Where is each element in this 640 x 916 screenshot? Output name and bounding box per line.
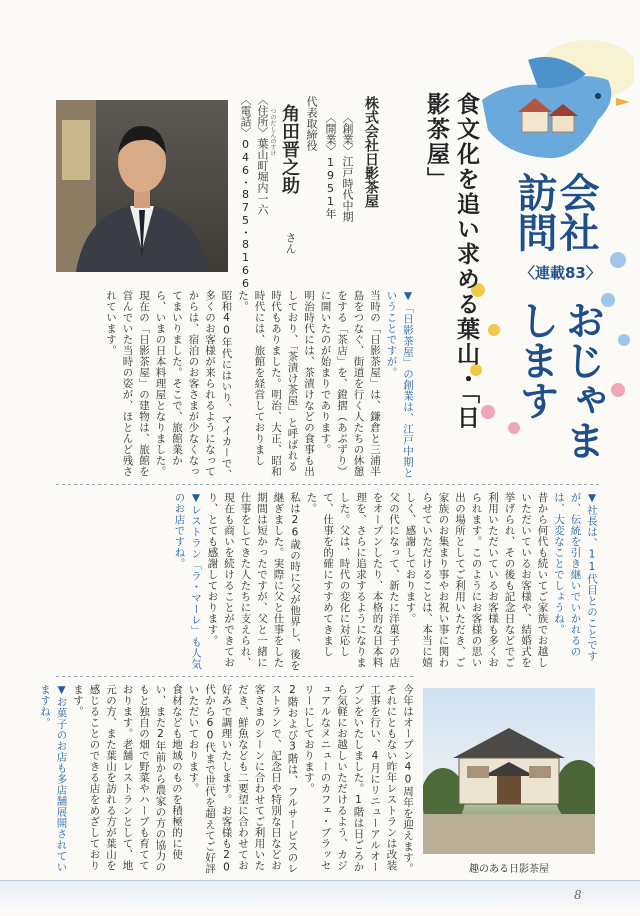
- house-1: [522, 110, 548, 132]
- series-number: 〈連載83〉: [520, 264, 601, 282]
- page-number: 8: [574, 888, 582, 902]
- building-photo: [423, 688, 595, 854]
- representative-ruby: つのだしんのすけ: [269, 108, 276, 156]
- representative-suffix: さん: [284, 232, 297, 254]
- house-2: [552, 114, 574, 132]
- article-column-3: [39, 684, 416, 874]
- representative-title: 代表取締役: [305, 96, 318, 151]
- answer-restaurant-p2: 2階および3階は、フルサービスのレストランで、記念日や特別な日などお客さまのシーンに合わせてご利用いただき、鮮魚なども二要望に合わせてお好みで調理いたします。お客様も20代から60代まで世代を超えてご好評いただいております。: [187, 684, 299, 874]
- column-divider-2: [56, 676, 416, 677]
- company-name: 株式会社日影茶屋: [363, 96, 379, 208]
- building-photo-caption: 趣のある日影茶屋: [469, 864, 549, 875]
- answer-restaurant-p3: 食材なども地域のものを積極的に使い、また2年前から農家の方の協力のもと独自の畑で野菜やハーブも育てております。老舗レストランとして、地元の方、また葉山を訪れる方が葉山を感じることのできる店をめざしております。: [72, 684, 183, 873]
- article-column-1: [56, 290, 416, 480]
- company-founded: 〈創業〉江戸時代中期: [341, 112, 354, 222]
- question-restaurant: ▼レストラン「ラ・マーレ」も人気のお店ですね。: [173, 492, 202, 670]
- bird-eye: [595, 93, 601, 99]
- answer-tradition-p2: 父の代になって、新たに洋菓子の店をオープンしたり、本格的な日本料理を、さらに追求するようになりました。父は、時代の変化に対応して、仕事を的確にすすめてきました。: [305, 492, 400, 668]
- series-title-kaisha: 会社: [553, 172, 599, 252]
- question-tradition: ▼社長は、11代目とのことですが、伝統を引き継いでいかれるのは、大変なことでしょうね。: [553, 492, 598, 662]
- question-origin: ▼「日影茶屋」の創業は、江戸中期ということですが。: [385, 290, 414, 479]
- column-divider-1: [56, 484, 600, 485]
- answer-tradition-p3: 私は26歳の時に父が他界し、後を継ぎました。実際に父と仕事をした期間は短かったですが、父と一緒に仕事をしてきた人たちに支えられ、現在も商いを続けることができており、とても感謝しております。: [206, 492, 301, 671]
- article-headline: 食文化を追い求める葉山・「日影茶屋」: [423, 92, 479, 431]
- company-phone: 〈電話〉046・875・8166: [239, 94, 252, 290]
- company-address: 〈住所〉葉山町堀内一六: [256, 94, 269, 215]
- article-column-2: [56, 492, 600, 672]
- representative-photo: [56, 100, 228, 272]
- answer-origin-p2: 明治時代には、茶漬けなどの食事も出しており、「茶漬け茶屋」と呼ばれる時代もありました。明治、大正、昭和時代には、旅館を経営しておりました。: [237, 290, 315, 477]
- answer-origin-p1: 当時の「日影茶屋」は、鎌倉と三浦半島をつなぐ、街道を行く人たちの休憩をする「茶店」を、鐙摺（あぶずり）に開いたのが始まりであります。: [319, 290, 381, 477]
- answer-restaurant-p1: 今年はオープン40周年を迎えます。それにともない昨年レストランは改装工事を行い、4月にリニューアルオープンをいたしました。1階は日ごろから気軽にお越しいただけるよう、カジュアルなメニューのカフェ・ブラッセリーにしております。: [303, 684, 414, 874]
- series-subtitle-ojama: おじゃま: [559, 300, 605, 460]
- series-subtitle-shimasu: します: [513, 300, 559, 420]
- bird-beak: [616, 98, 630, 106]
- series-title-houmon: 訪問: [511, 172, 557, 252]
- flowers-right: [601, 252, 630, 346]
- page-footer-bar: [0, 880, 640, 907]
- answer-origin-p4: 現在の「日影茶屋」の建物は、旅館を営んでいた当時の姿が、ほとんど残されています。: [105, 290, 150, 477]
- building-illustration: [423, 688, 595, 854]
- answer-tradition-p1: 昔から何代も続いてご家族でお越しいただいているお客様や、結婚式を挙げられ、その後も記念日などでご利用いただいているお客様も多くおられます。このようにお客様の思い出の場所としてご利用いただき、ご家族のお集まり事やお祝い事に関わらせていただけることは、本当に嬉しく、感謝しております。: [404, 492, 549, 668]
- answer-origin-p3: 昭和40年代にはいり、マイカーで、多くのお客様が来られるようになってからは、宿泊のお客さまが少なくなってまいりました。そこで、旅館業から、いまの日本料理屋となりました。: [154, 290, 233, 480]
- company-opened: 〈開業〉1951年: [324, 112, 337, 219]
- question-sweets: ▼お菓子のお店も多店舗展開されていますね。: [39, 684, 68, 873]
- representative-name: 角田晋之助: [279, 104, 300, 194]
- portrait-illustration: [56, 100, 228, 272]
